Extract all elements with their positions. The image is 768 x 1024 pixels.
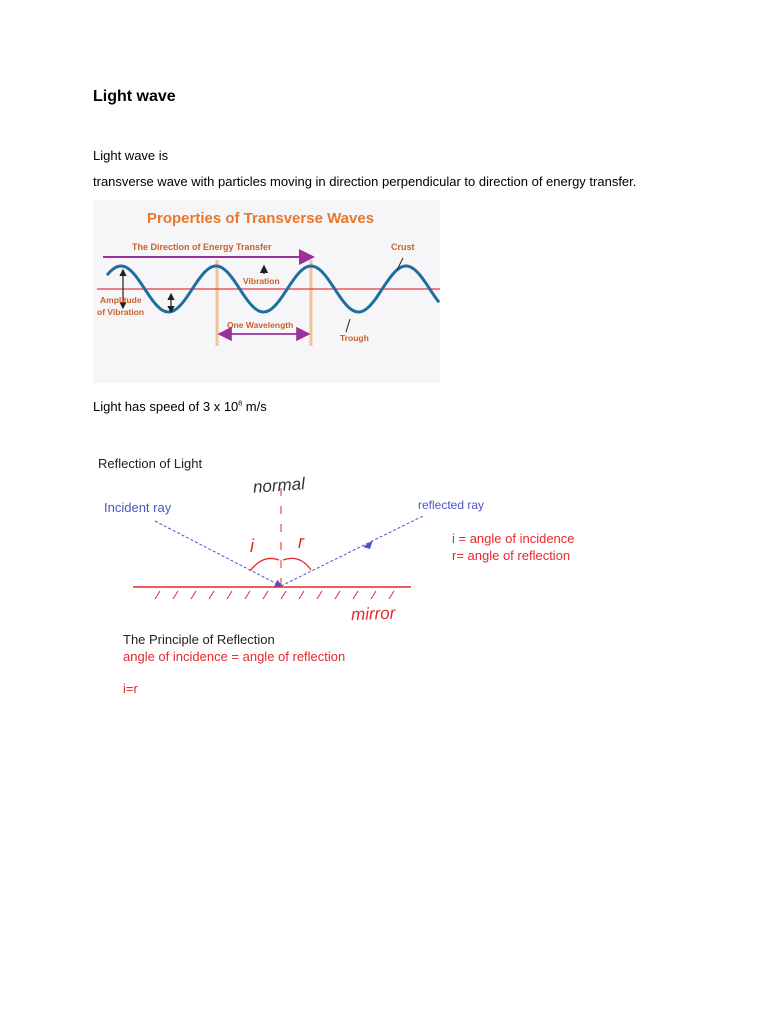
definition-paragraph: transverse wave with particles moving in direction perpendicular to direction of energy transfer.	[93, 174, 637, 189]
transverse-wave-figure	[93, 200, 440, 383]
mirror-hatch-mark	[227, 591, 232, 599]
trough-label: Trough	[340, 333, 369, 343]
wavelength-label: One Wavelength	[227, 320, 294, 330]
angle-i-arc	[250, 558, 279, 571]
principle-title: The Principle of Reflection	[123, 632, 275, 647]
mirror-hatch-mark	[191, 591, 196, 599]
amplitude-label-line2: of Vibration	[97, 307, 145, 317]
reflection-title: Reflection of Light	[98, 456, 203, 471]
mirror-hatch-mark	[371, 591, 376, 599]
transverse-wave-diagram	[93, 200, 440, 383]
reflected-ray-label: reflected ray	[418, 498, 485, 512]
mirror-hatching	[155, 591, 394, 599]
mirror-hatch-mark	[155, 591, 160, 599]
speed-unit: m/s	[242, 399, 267, 414]
angle-reflection-definition: r= angle of reflection	[452, 548, 571, 563]
mirror-hatch-mark	[209, 591, 214, 599]
mirror-hatch-mark	[173, 591, 178, 599]
mirror-hatch-mark	[263, 591, 268, 599]
mirror-hatch-mark	[245, 591, 250, 599]
reflection-figure	[93, 448, 603, 708]
normal-label: normal	[252, 474, 306, 497]
intro-paragraph: Light wave is	[93, 148, 169, 163]
amplitude-label-line1: Amplitude	[100, 295, 142, 305]
mirror-hatch-mark	[335, 591, 340, 599]
reflection-diagram	[93, 448, 603, 708]
angle-incidence-definition: i = angle of incidence	[452, 531, 575, 546]
reflected-ray-arrowhead	[363, 540, 373, 549]
principle-equation: i=r	[123, 681, 138, 696]
mirror-hatch-mark	[389, 591, 394, 599]
mirror-label: mirror	[350, 603, 396, 625]
i-label: i	[250, 536, 254, 556]
incident-ray	[155, 521, 281, 586]
r-label: r	[298, 532, 304, 552]
page-title: Light wave	[93, 88, 176, 105]
mirror-hatch-mark	[299, 591, 304, 599]
speed-paragraph	[93, 399, 267, 414]
incident-ray-label: Incident ray	[104, 500, 172, 515]
principle-statement: angle of incidence = angle of reflection	[123, 649, 346, 664]
mirror-hatch-mark	[353, 591, 358, 599]
speed-prefix: Light has speed of 3 x 10	[93, 399, 239, 414]
mirror-hatch-mark	[317, 591, 322, 599]
crust-label: Crust	[391, 242, 415, 252]
vibration-label: Vibration	[243, 276, 280, 286]
angle-r-arc	[283, 558, 311, 570]
trough-pointer	[346, 319, 350, 332]
mirror-hatch-mark	[281, 591, 286, 599]
wave-figure-title: Properties of Transverse Waves	[147, 210, 375, 227]
energy-transfer-label: The Direction of Energy Transfer	[132, 242, 272, 252]
speed-exponent: 8	[238, 400, 243, 408]
